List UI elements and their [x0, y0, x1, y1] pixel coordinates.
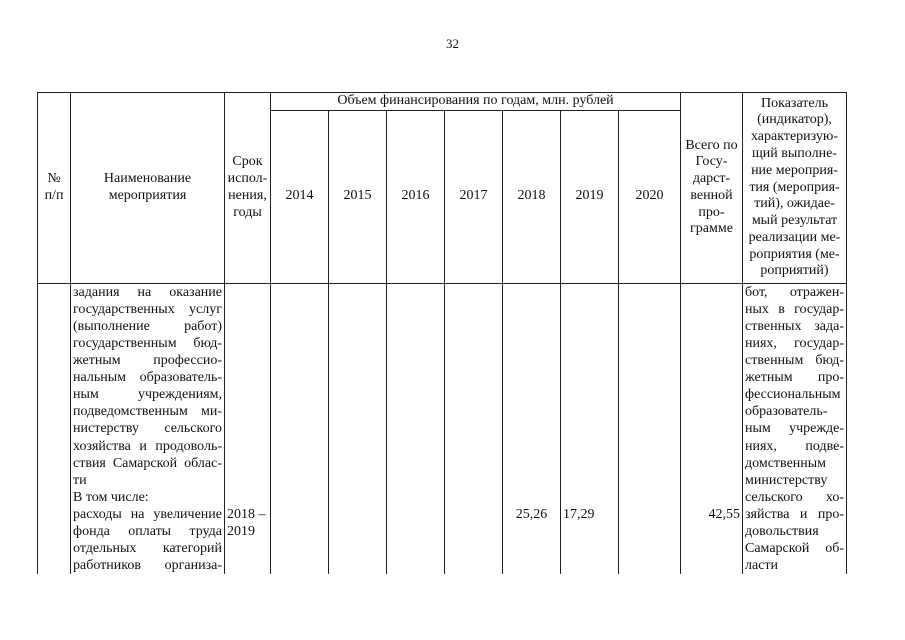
header-total: Всего по Госу-дарст-венной про-грамме	[681, 93, 743, 284]
header-year-2020: 2020	[619, 110, 681, 283]
cell-2015	[329, 283, 387, 574]
cell-indicator	[743, 283, 847, 574]
indicator-line: довольствия	[745, 523, 819, 539]
header-funding-group: Объем финансирования по годам, млн. рублей	[271, 93, 681, 111]
cell-2018	[503, 283, 561, 574]
value-2018: 25,26	[515, 506, 548, 522]
indicator-line: домственным	[745, 455, 827, 471]
cell-2019	[561, 283, 619, 574]
indicator-line: зяйства и про-	[745, 506, 844, 522]
name-line: отдельных категорий	[73, 540, 222, 556]
indicator-line: ниях, государ-	[745, 336, 844, 352]
cell-total	[681, 283, 743, 574]
indicator-line: ственным бюд-	[745, 353, 844, 369]
header-year-2015: 2015	[329, 110, 387, 283]
indicator-line: министерству	[745, 472, 828, 488]
name-line: государственных услуг	[73, 301, 222, 317]
cell-2014	[271, 283, 329, 574]
cell-name	[71, 283, 225, 574]
header-name: Наименование мероприятия	[71, 93, 225, 284]
indicator-line: ниях, подве-	[745, 438, 844, 454]
header-indicator: Показатель (индикатор), характеризую-щий выполне-ние мероприя-тия (мероприя-тий), ожидае-мый результат реализации ме-роприятия (ме-роприятий)	[743, 93, 847, 284]
header-year-2019: 2019	[561, 110, 619, 283]
program-table	[37, 92, 847, 574]
indicator-line: бот, отражен-	[745, 284, 844, 300]
name-line: нистерству сельского	[73, 421, 222, 437]
indicator-line: образователь-	[745, 404, 828, 420]
name-line: нальным образователь-	[73, 370, 222, 386]
indicator-line: жетным про-	[745, 370, 844, 386]
cell-2017	[445, 283, 503, 574]
table-row	[38, 283, 847, 574]
header-year-2014: 2014	[271, 110, 329, 283]
name-line: ным учреждениям,	[73, 387, 222, 403]
cell-2020	[619, 283, 681, 574]
cell-2016	[387, 283, 445, 574]
cell-term	[225, 283, 271, 574]
subheading: В том числе:	[73, 489, 149, 505]
name-line: хозяйства и продоволь-	[73, 438, 222, 454]
page-number: 32	[446, 36, 459, 51]
value-2019: 17,29	[563, 506, 595, 522]
cell-num	[38, 283, 71, 574]
name-line: (выполнение работ)	[73, 318, 222, 334]
indicator-line: фессиональным	[745, 387, 841, 403]
name-line: ствия Самарской облас-	[73, 455, 222, 471]
header-num: № п/п	[38, 93, 71, 284]
value-total: 42,55	[708, 506, 740, 522]
indicator-line: Самарской об-	[745, 540, 844, 556]
indicator-line: ственных зада-	[745, 318, 844, 334]
indicator-line: ным учрежде-	[745, 421, 844, 437]
name-line: расходы на увеличение	[73, 506, 222, 522]
indicator-line: сельского хо-	[745, 489, 844, 505]
header-year-2018: 2018	[503, 110, 561, 283]
name-line: жетным профессио-	[73, 353, 222, 369]
term-line: 2018 –	[227, 506, 266, 522]
header-term: Срок испол-нения, годы	[225, 93, 271, 284]
term-line: 2019	[227, 523, 255, 539]
header-year-2016: 2016	[387, 110, 445, 283]
name-line: государственным бюд-	[73, 336, 222, 352]
name-line: ти	[73, 472, 87, 488]
indicator-line: ласти	[745, 558, 779, 574]
name-line: фонда оплаты труда	[73, 523, 222, 539]
name-line: задания на оказание	[73, 284, 222, 300]
name-line: подведомственным ми-	[73, 404, 222, 420]
name-line: работников организа-	[73, 558, 222, 574]
indicator-line: ных в государ-	[745, 301, 844, 317]
header-year-2017: 2017	[445, 110, 503, 283]
